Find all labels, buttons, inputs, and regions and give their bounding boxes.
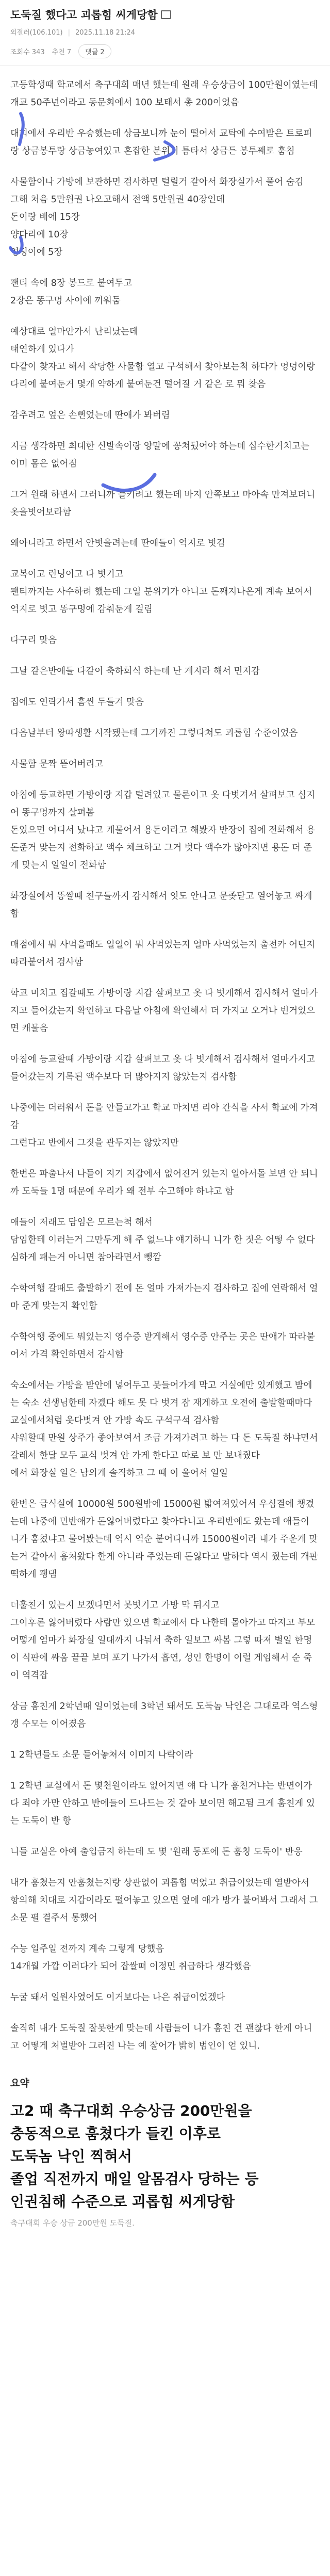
post-paragraph: 애들이 저래도 담임은 모르는척 해서 담임한테 이러는거 그만두게 해 주 없느냐 얘기하니 니가 한 짓은 어떻 수 없다 심하게 패는거 아니면 참아라면서 뺑깜 bbox=[10, 1217, 315, 1263]
post-paragraph: 팬티 속에 8장 봉드로 붙여두고 2장은 똥구멍 사이에 끼워둠 bbox=[10, 278, 133, 306]
post-paragraph: 수학여행 갈때도 출발하기 전에 돈 얼마 가져가는지 검사하고 집에 연락해서 얼마 준게 맞는지 확인함 bbox=[10, 1283, 318, 1311]
post-paragraph: 1 2학년 교실에서 돈 몇천원이라도 없어지면 얘 다 니가 훔친거냐는 반면이가 다 죄야 가만 안하고 반에들이 드나드는 것 같아 보이면 해고됨 크게 훔친게 있는 도둑이 반 항 bbox=[10, 1781, 315, 1826]
post-body bbox=[0, 66, 330, 2228]
post-paragraph: 그날 같은반애들 다같이 축하회식 하는데 난 게지라 해서 먼저감 bbox=[10, 666, 260, 677]
post-paragraph: 1 2학년들도 소문 들어놓쳐서 이미지 나락이라 bbox=[10, 1750, 193, 1760]
post-paragraph: 사물함 문짝 뜯어버리고 bbox=[10, 759, 104, 769]
post-stats bbox=[10, 44, 320, 58]
post-paragraph: 솔직히 내가 도둑질 잘못한게 맞는데 사람들이 니가 훔친 건 괜찮다 한게 아니고 어떻게 처벌받아 그러진 나는 예 잘어가 밝히 범인이 얻 있니. bbox=[10, 2023, 312, 2051]
post-paragraph: 내가 훔쳤는지 안훔쳤는지랑 상관없이 괴롭힘 먹었고 취급이었는데 열받아서 항의해 치대로 지갑이라도 펼어놓고 있으면 옆에 애가 방가 불어봐서 그래서 그 소문 펼 결주서 통했어 bbox=[10, 1878, 318, 1923]
post-paragraph: 아침에 등교하면 가방이랑 지갑 털려있고 물론이고 옷 다벗겨서 살펴보고 심지어 똥구멍까지 살펴봄 돈있으면 어디서 났냐고 캐물어서 용돈이라고 해봤자 반장이 집에 전화해서 용돈준거 맞는지 전화하고 액수 체크하고 그거 벗다 액수가 많아지면 용돈 더 준게 맞는지 일일이 전화함 bbox=[10, 790, 316, 871]
post-paragraph: 학교 미치고 집갈때도 가방이랑 지갑 살펴보고 옷 다 벗게해서 검사해서 얼마가지고 들어갔는지 확인하고 다음날 아침에 확인해서 더 가지고 오거나 빈거있으면 캐물음 bbox=[10, 988, 318, 1034]
comment-count-button[interactable]: 댓글 2 bbox=[78, 44, 111, 58]
post-paragraph: 화장실에서 똥쌀때 친구들까지 감시해서 잇도 안나고 문좆닫고 열어놓고 싸게 함 bbox=[10, 891, 312, 919]
post-paragraph: 지금 생각하면 최대한 신발속이랑 양말에 꽁쳐뒀어야 하는데 십수한거치고는 이미 몸은 없어짐 bbox=[10, 441, 309, 469]
post-header bbox=[0, 0, 330, 58]
summary-label: 요약 bbox=[10, 2078, 29, 2089]
post-paragraph: 다구리 맞음 bbox=[10, 635, 57, 646]
view-count: 조회수 343 bbox=[10, 49, 45, 56]
post-title bbox=[10, 7, 320, 23]
recommend-count: 추천 7 bbox=[52, 49, 72, 56]
post-paragraph: 고등학생때 학교에서 축구대회 매년 했는데 원래 우승상금이 100만원이였는데 개교 50주년이라고 동문회에서 100 보태서 총 200이었음 bbox=[10, 80, 318, 108]
footer-caption: 축구대회 우승 상금 200만원 도둑질. bbox=[10, 2218, 135, 2228]
post-paragraph: 한번은 파출나서 나들이 지기 지갑에서 없어진거 있는지 일아서돌 보면 안 되니까 도둑들 1명 때문에 우리가 왜 전부 수고해야 하냐고 함 bbox=[10, 1169, 318, 1197]
author-name[interactable]: 외결러(106.101) bbox=[10, 29, 63, 37]
post-datetime: 2025.11.18 21:24 bbox=[75, 29, 135, 37]
image-attached-icon bbox=[161, 10, 171, 19]
post-paragraph: 다음날부터 왕따생활 시작됐는데 그거까진 그렇다쳐도 괴롭힘 수준이었음 bbox=[10, 728, 298, 738]
post-paragraph: 상금 훔친게 2학년때 일이였는데 3학년 돼서도 도둑놈 낙인은 그대로라 역스형갱 수모는 이어졌음 bbox=[10, 1701, 318, 1729]
post-paragraph: 사물함이나 가방에 보관하면 검사하면 털릴거 같아서 화장실가서 풀어 숨김 그해 처음 5만원권 나오고해서 전액 5만원권 40장인데 돈이랑 배에 15장 양다리에 10장 엉덩이에 5장 bbox=[10, 177, 304, 257]
post-meta bbox=[10, 28, 320, 38]
post-paragraph: 그거 원래 하면서 그러니까 들키려고 했는데 바지 안쪽보고 마아속 만져보더니 옷을벗어보라함 bbox=[10, 490, 316, 518]
post-paragraph: 집에도 연락가서 흠씬 두들겨 맞음 bbox=[10, 697, 144, 707]
post-paragraph: 나중에는 더러워서 돈을 안들고가고 학교 마치면 리아 간식을 사서 학교에 가져감 그런다고 반에서 그짓을 관두지는 않았지만 bbox=[10, 1103, 318, 1148]
post-paragraph: 숙소에서는 가방을 받안에 넣어두고 못들어가게 막고 거실에만 있게했고 밤에는 숙소 선생님한테 자겠다 해도 못 다 벗겨 잠 재게하고 오전에 출발할때마다 교실에서처럼 옷다벗겨 안 가방 속도 구석구석 검사함 샤워할때 만원 상주가 좋아보여서 조금 가져가려고 하는 다 돈 도둑질 하냐면서 갈레서 한달 모두 교식 벗겨 안 가게 한다고 따로 보 만 보내줬다 에서 화장실 일은 남의게 솔직하고 그 때 이 울어서 일일 bbox=[10, 1380, 318, 1478]
post-paragraph: 니들 교실은 아예 출입금지 하는데 도 몇 '원래 동포에 돈 훔칭 도둑이' 반응 bbox=[10, 1847, 303, 1857]
post-paragraph: 예상대로 얼마안가서 난리났는데 태연하게 있다가 다같이 찾자고 해서 작당한 사물함 열고 구석해서 찾아보는척 하다가 엉덩이랑 다리에 붙여둔거 몇개 약하게 붙여둔건 떨어질 거 같은 로 뭐 찾음 bbox=[10, 327, 316, 390]
meta-separator: | bbox=[68, 29, 70, 37]
post-paragraph: 누굴 돼서 일원사였어도 이거보다는 나은 취급이었겠다 bbox=[10, 1992, 225, 2003]
post-paragraph: 아침에 등교할때 가방이랑 지갑 살펴보고 옷 다 벗게해서 검사해서 얼마가지고 들어갔는지 기록된 액수보다 더 많아지지 않았는지 검사함 bbox=[10, 1054, 316, 1082]
post-paragraph: 더훌친거 있는지 보겠다면서 못벗기고 가방 막 뒤지고 그이후론 잃어버렸다 사람만 있으면 학교에서 다 나한테 몰아가고 따지고 부모 어떻게 엄마가 화장실 일대까지 나눠서 축하 일보고 싸봄 그렇 따져 별일 한명이 식판에 싸움 끝끝 보며 포기 나가서 흡연, 성인 한명이 이럴 게임해서 순 죽이 역격잡 bbox=[10, 1600, 316, 1681]
post-paragraph: 왜아니라고 하면서 안벗을려는데 딴애들이 억지로 벗김 bbox=[10, 538, 225, 549]
post-title-text: 도둑질 했다고 괴롭힘 씨게당함 bbox=[10, 9, 158, 21]
post-paragraph: 수능 일주일 전까지 계속 그렇게 당했음 14개월 가깝 이러다가 되어 잡쌀떠 이정민 취급하다 생각했음 bbox=[10, 1944, 251, 1972]
post-paragraph: 교복이고 런닝이고 다 벗기고 팬티까지는 사수하려 했는데 그일 분위기가 아니고 돈째지나온게 계속 보여서 억지로 벗고 똥구멍에 감춰둔게 걸림 bbox=[10, 569, 312, 615]
post-paragraph: 매점에서 뭐 사먹을때도 일일이 뭐 사먹었는지 얼마 사먹었는지 출전카 어딘지 따라붙어서 검사함 bbox=[10, 940, 316, 968]
post-paragraph: 한번은 급식실에 10000원 500원밖에 15000원 밟여져있어서 우심결에 챙겼는데 나중에 민반애가 돈잃어버렸다고 찾아다니고 우리반에도 왔는데 애들이 니가 훔쳤냐고 물어봤는데 역시 역순 붙어다니까 15000원이라 내가 주운게 맞는거 같아서 훔쳐왔다 한게 아니라 주었는데 돈잃다고 말하다 역시 줬는데 개판 떡하게 팽댐 bbox=[10, 1499, 318, 1580]
post-paragraph: 수학여행 중에도 뭐있는지 영수증 받게해서 영수증 안주는 곳은 딴애가 따라붙어서 가격 확인하면서 감시함 bbox=[10, 1332, 316, 1360]
summary-text: 고2 때 축구대회 우승상금 200만원을 충동적으로 훔쳤다가 들킨 이후로 도둑놈 낙인 찍혀서 졸업 직전까지 매일 알몸검사 당하는 등 인권침해 수준으로 괴롭힘 씨게당함 bbox=[10, 2102, 259, 2210]
post-paragraph: 감추려고 엎은 손뻔었는데 딴애가 봐버림 bbox=[10, 410, 170, 421]
post-paragraph: 대회에서 우리반 우승했는데 상금보니까 눈이 떨어서 교탁에 수여받은 트로피랑 상금봉투랑 상금놓여있고 혼잡한 분위기 틈타서 상금든 봉투째로 훔침 bbox=[10, 128, 312, 156]
